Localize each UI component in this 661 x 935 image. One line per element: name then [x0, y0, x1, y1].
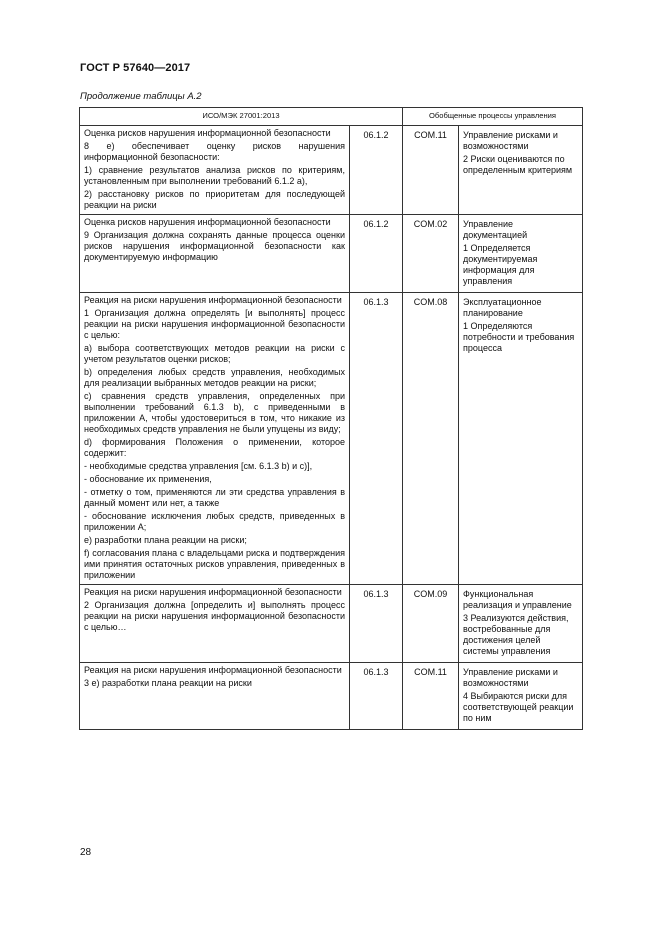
- process-code-cell: COM.11: [403, 126, 459, 215]
- table-row: [80, 126, 583, 215]
- process-cell: [459, 293, 583, 585]
- process-text: 4 Выбираются риски для соответствующей реакции по ним: [463, 691, 574, 723]
- header-iso-27001: ИСО/МЭК 27001:2013: [80, 108, 403, 126]
- requirement-text: 1) сравнение результатов анализа рисков по критериям, установленным при выполнении требований 6.1.2 а),: [84, 165, 345, 186]
- process-text: Управление рисками и возможностями: [463, 130, 558, 151]
- requirement-text: а) выбора соответствующих методов реакции на риски с учетом результатов оценки рисков;: [84, 343, 345, 364]
- requirement-cell: [80, 126, 350, 215]
- clause-cell: 06.1.2: [350, 215, 403, 293]
- process-cell: [459, 126, 583, 215]
- requirement-text: - необходимые средства управления [см. 6.1.3 b) и c)],: [84, 461, 313, 471]
- clause-cell: 06.1.2: [350, 126, 403, 215]
- requirement-cell: [80, 585, 350, 663]
- requirement-text: 8 е) обеспечивает оценку рисков нарушения информационной безопасности:: [84, 141, 345, 162]
- process-text: 1 Определяется документируемая информация для управления: [463, 243, 538, 286]
- requirement-text: 1 Организация должна определять [и выполнять] процесс реакции на риски нарушения информационной безопасности с целью:: [84, 308, 345, 340]
- requirement-text: Реакция на риски нарушения информационной безопасности: [84, 295, 342, 305]
- table-header-row: [80, 108, 583, 126]
- requirement-text: - обоснование исключения любых средств, приведенных в приложении А;: [84, 511, 345, 532]
- clause-cell: 06.1.3: [350, 293, 403, 585]
- process-cell: [459, 585, 583, 663]
- process-cell: [459, 215, 583, 293]
- requirement-text: 3 е) разработки плана реакции на риски: [84, 678, 252, 688]
- process-code-cell: COM.09: [403, 585, 459, 663]
- requirement-text: - обоснование их применения,: [84, 474, 212, 484]
- process-text: 2 Риски оцениваются по определенным критериям: [463, 154, 573, 175]
- requirement-text: b) определения любых средств управления, необходимых для реализации выбранных методов реакции на риски;: [84, 367, 345, 388]
- requirement-text: - отметку о том, применяются ли эти средства управления в данный момент или нет, а также: [84, 487, 345, 508]
- process-text: 1 Определяются потребности и требования процесса: [463, 321, 575, 353]
- process-text: Эксплуатационное планирование: [463, 297, 542, 318]
- requirement-text: Оценка рисков нарушения информационной безопасности: [84, 217, 331, 227]
- process-text: 3 Реализуются действия, востребованные для достижения целей системы управления: [463, 613, 569, 656]
- requirement-text: c) сравнения средств управления, определенных при выполнении требований 6.1.3 b), с приведенными в приложении А, чтобы удостовериться в том, что никакие из необходимых средств управления не были упущены из виду;: [84, 391, 345, 434]
- table-row: [80, 585, 583, 663]
- process-code-cell: COM.11: [403, 663, 459, 730]
- clause-cell: 06.1.3: [350, 663, 403, 730]
- process-code-cell: COM.02: [403, 215, 459, 293]
- requirement-text: 9 Организация должна сохранять данные процесса оценки рисков нарушения информационной безопасности как документируемую информацию: [84, 230, 345, 262]
- table-row: [80, 215, 583, 293]
- requirement-text: f) согласования плана с владельцами риска и подтверждения ими принятия остаточных рисков управления, приведенных в приложении: [84, 548, 345, 580]
- requirement-text: Реакция на риски нарушения информационной безопасности: [84, 665, 342, 675]
- requirement-text: e) разработки плана реакции на риски;: [84, 535, 247, 545]
- requirement-cell: [80, 663, 350, 730]
- clause-cell: 06.1.3: [350, 585, 403, 663]
- process-text: Управление документацией: [463, 219, 528, 240]
- requirement-text: 2) расстановку рисков по приоритетам для последующей реакции на риски: [84, 189, 345, 210]
- process-text: Управление рисками и возможностями: [463, 667, 558, 688]
- requirement-cell: [80, 215, 350, 293]
- table-caption: Продолжение таблицы А.2: [80, 91, 202, 102]
- requirement-text: Оценка рисков нарушения информационной безопасности: [84, 128, 331, 138]
- document-title: ГОСТ Р 57640—2017: [80, 62, 191, 74]
- process-code-cell: COM.08: [403, 293, 459, 585]
- process-cell: [459, 663, 583, 730]
- requirement-text: Реакция на риски нарушения информационной безопасности: [84, 587, 342, 597]
- requirement-cell: [80, 293, 350, 585]
- process-text: Функциональная реализация и управление: [463, 589, 572, 610]
- header-generic-processes: Обобщенные процессы управления: [403, 108, 583, 126]
- requirement-text: 2 Организация должна [определить и] выполнять процесс реакции на риски нарушения информационной безопасности с целью…: [84, 600, 345, 632]
- table-row: [80, 663, 583, 730]
- page-number: 28: [80, 847, 92, 858]
- mapping-table: [79, 107, 583, 730]
- requirement-text: d) формирования Положения о применении, которое содержит:: [84, 437, 345, 458]
- table-row: [80, 293, 583, 585]
